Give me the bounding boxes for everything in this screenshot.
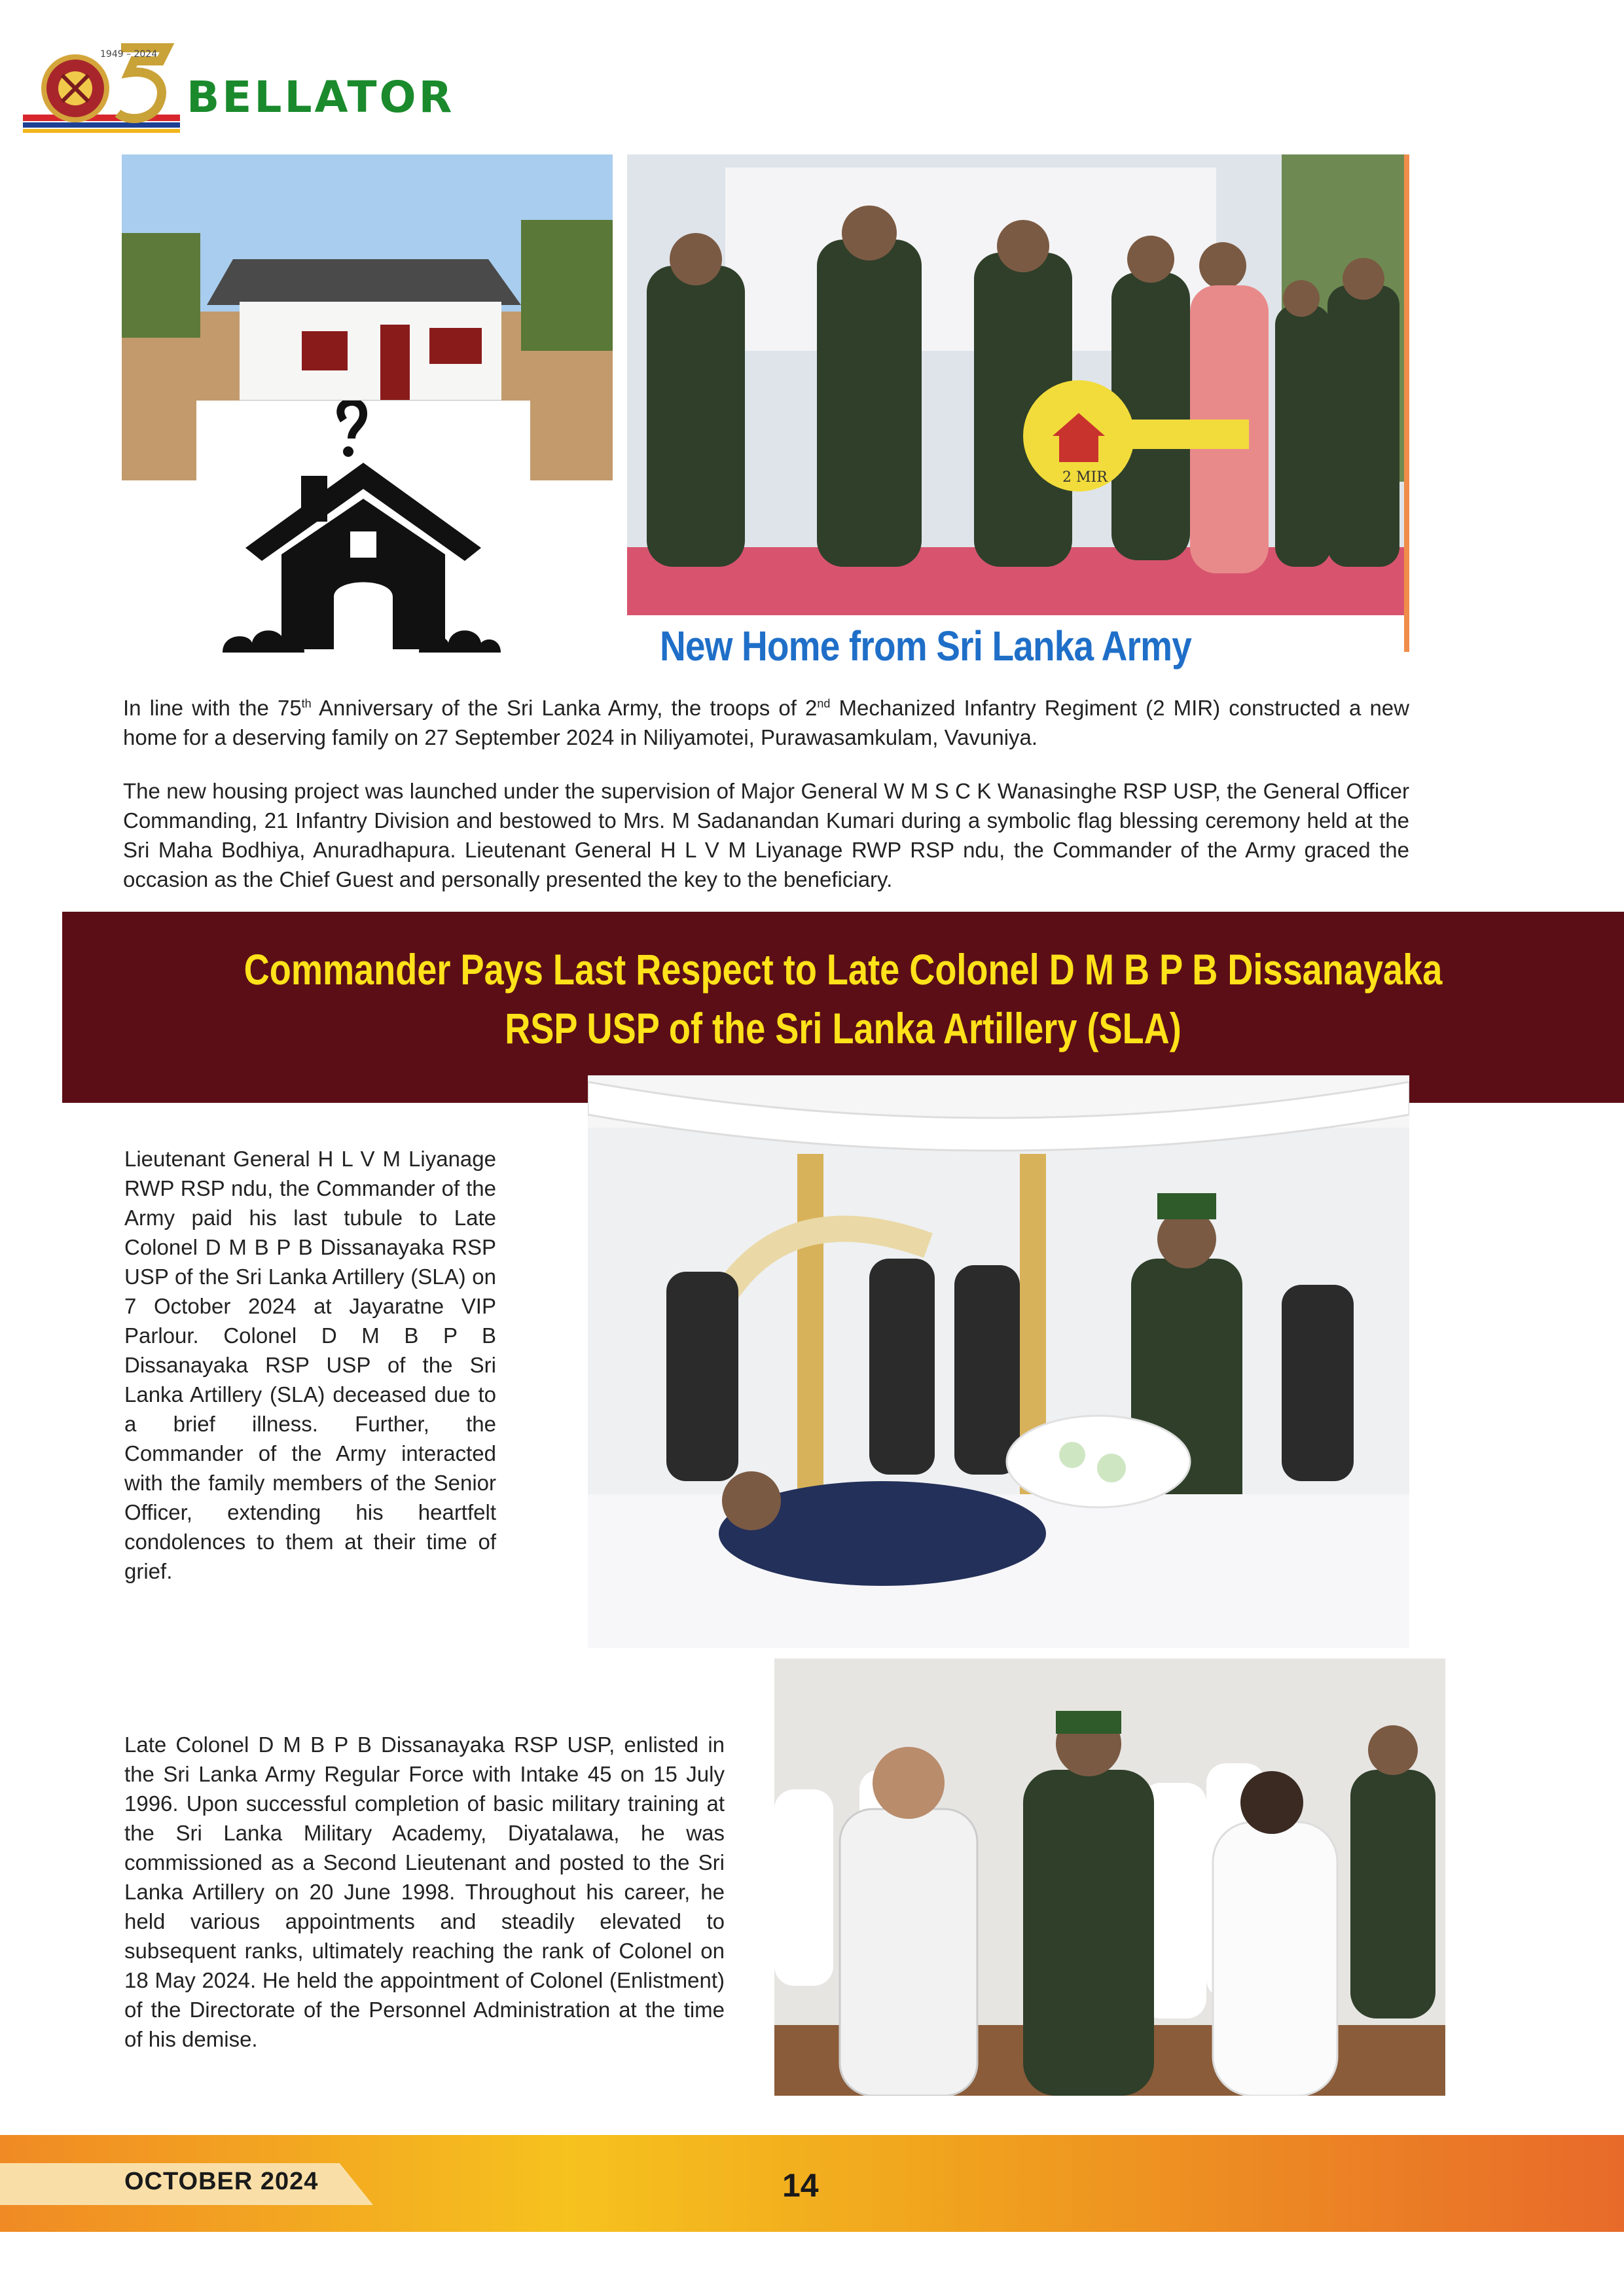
page-number: 14	[782, 2167, 819, 2204]
svg-text:1949 – 2024: 1949 – 2024	[100, 49, 158, 60]
article1-paragraph-2: The new housing project was launched under the supervision of Major General W M S C K Wanasinghe RSP USP, the General Officer Commanding, 21 Infantry Division and bestowed to Mrs. M Sadanandan Kumari during a symbolic flag blessing ceremony held at the Sri Maha Bodhiya, Anuradhapura. Lieutenant General H L V M Liyanage RWP RSP ndu, the Commander of the Army graced the occasion as the Chief Guest and personally presented the key to the beneficiary.	[123, 779, 1409, 891]
article2-paragraph-2: Late Colonel D M B P B Dissanayaka RSP USP, enlisted in the Sri Lanka Army Regular Force with Intake 45 on 15 July 1996. Upon successful completion of basic military training at the Sri Lanka Military Academy, Diyatalawa, he was commissioned as a Second Lieutenant and posted to the Sri Lanka Artillery on 20 June 1998. Throughout his career, he held various appointments and steadily elevated to subsequent ranks, ultimately reaching the rank of Colonel on 18 May 2024. He held the appointment of Colonel (Enlistment) of the Directorate of the Personnel Administration at the time of his demise.	[124, 1732, 725, 2051]
house-icon	[196, 401, 530, 659]
condolence-photo	[774, 1659, 1445, 2096]
army-75th-anniversary-logo	[23, 36, 180, 144]
article-headline-new-home: New Home from Sri Lanka Army	[660, 622, 1191, 670]
article-headline-banner	[62, 912, 1624, 1103]
issue-date: OCTOBER 2024	[124, 2168, 319, 2195]
key-handover-photo	[627, 154, 1409, 615]
funeral-parlour-photo	[588, 1075, 1409, 1648]
photo-frame-accent	[1204, 615, 1409, 655]
article1-paragraph-1: In line with the 75th Anniversary of the Sri Lanka Army, the troops of 2nd Mechanized Infantry Regiment (2 MIR) constructed a new home for a deserving family on 27 September 2024 in Niliyamotei, Purawasamkulam, Vavuniya.	[123, 696, 1409, 749]
article2-paragraph-1: Lieutenant General H L V M Liyanage RWP RSP ndu, the Commander of the Army paid his last tubule to Late Colonel D M B P B Dissanayaka RSP USP of the Sri Lanka Artillery (SLA) on 7 October 2024 at Jayaratne VIP Parlour. Colonel D M B P B Dissanayaka RSP USP of the Sri Lanka Artillery (SLA) deceased due to a brief illness. Further, the Commander of the Army interacted with the family members of the Senior Officer, extending his heartfelt condolences to them at their time of grief.	[124, 1147, 496, 1583]
photo-frame-accent-line	[1404, 154, 1409, 652]
article2-headline-line2: RSP USP of the Sri Lanka Artillery (SLA)	[505, 1004, 1182, 1052]
svg-text:2 MIR: 2 MIR	[1062, 469, 1108, 486]
magazine-title: BELLATOR	[187, 72, 455, 122]
article2-headline-line1: Commander Pays Last Respect to Late Colonel D M B P B Dissanayaka	[244, 945, 1443, 994]
